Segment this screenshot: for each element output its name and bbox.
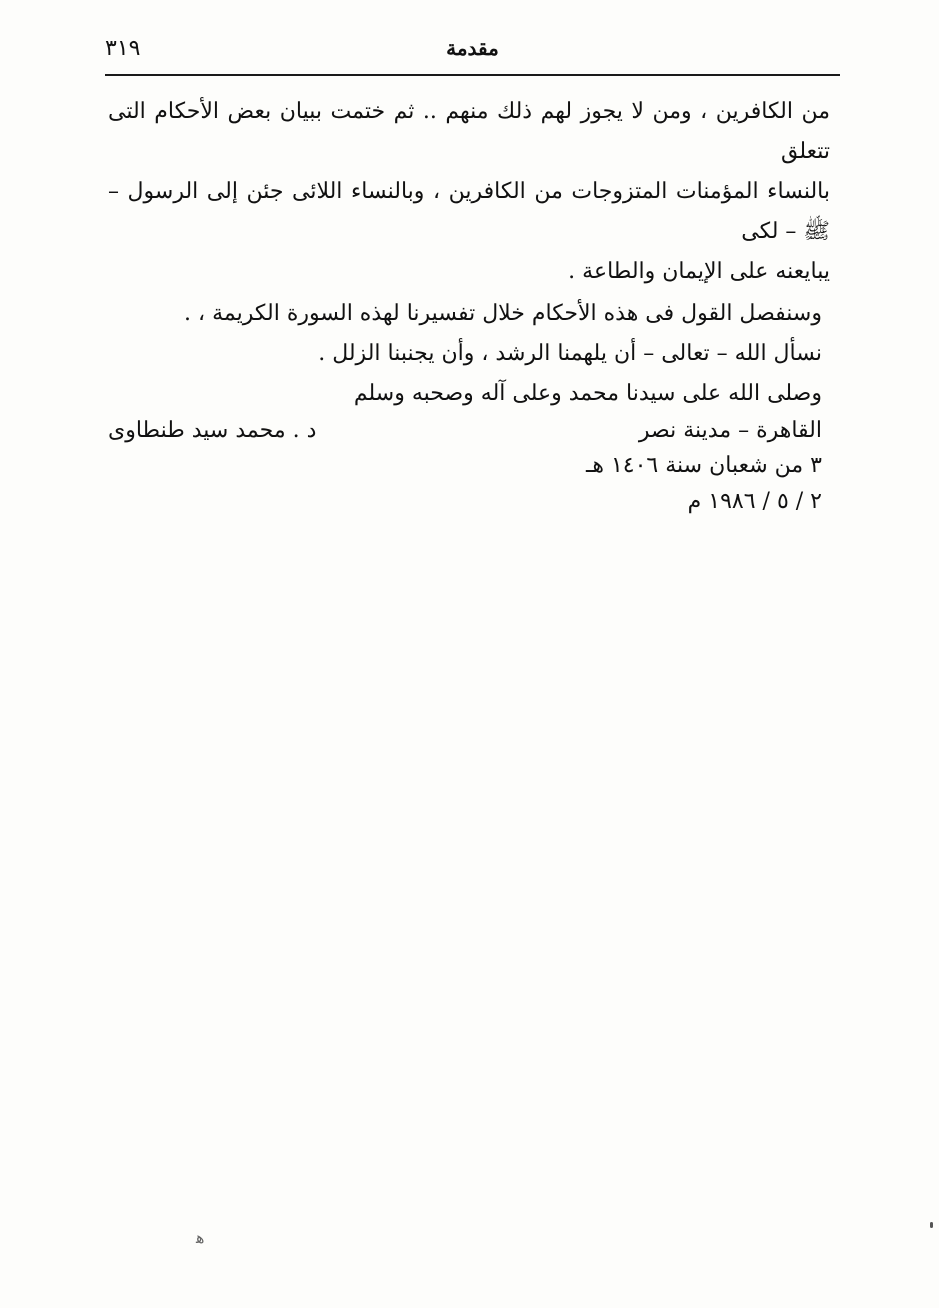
paragraph-detail: وسنفصل القول فى هذه الأحكام خلال تفسيرنا لهذه السورة الكريمة ، . <box>184 301 822 326</box>
paragraph-blessing: وصلى الله على سيدنا محمد وعلى آله وصحبه وسلم <box>353 381 822 406</box>
page-number: ٣١٩ <box>105 36 141 61</box>
paragraph-intro <box>108 92 830 292</box>
running-title: مقدمة <box>446 36 499 60</box>
page-header <box>105 34 840 76</box>
paragraph-prayer: نسأل الله – تعالى – أن يلهمنا الرشد ، وأن يجنبنا الزلل . <box>318 341 822 366</box>
hijri-date: ٣ من شعبان سنة ١٤٠٦ هـ <box>585 453 822 478</box>
printer-mark: ﻫ <box>196 1228 205 1247</box>
scan-speck <box>930 1222 933 1228</box>
paragraph-line: من الكافرين ، ومن لا يجوز لهم ذلك منهم .. ثم ختمت ببيان بعض الأحكام التى تتعلق <box>108 99 830 164</box>
author-name: د . محمد سيد طنطاوى <box>108 418 317 443</box>
signature-row <box>108 414 830 448</box>
gregorian-date: ٢ / ٥ / ١٩٨٦ م <box>687 489 822 514</box>
body-text <box>108 92 830 520</box>
place-name: القاهرة – مدينة نصر <box>638 418 822 443</box>
paragraph-line: بالنساء المؤمنات المتزوجات من الكافرين ، وبالنساء اللائى جئن إلى الرسول – ﷺ – لكى <box>108 179 830 244</box>
paragraph-line: يبايعنه على الإيمان والطاعة . <box>568 259 830 284</box>
